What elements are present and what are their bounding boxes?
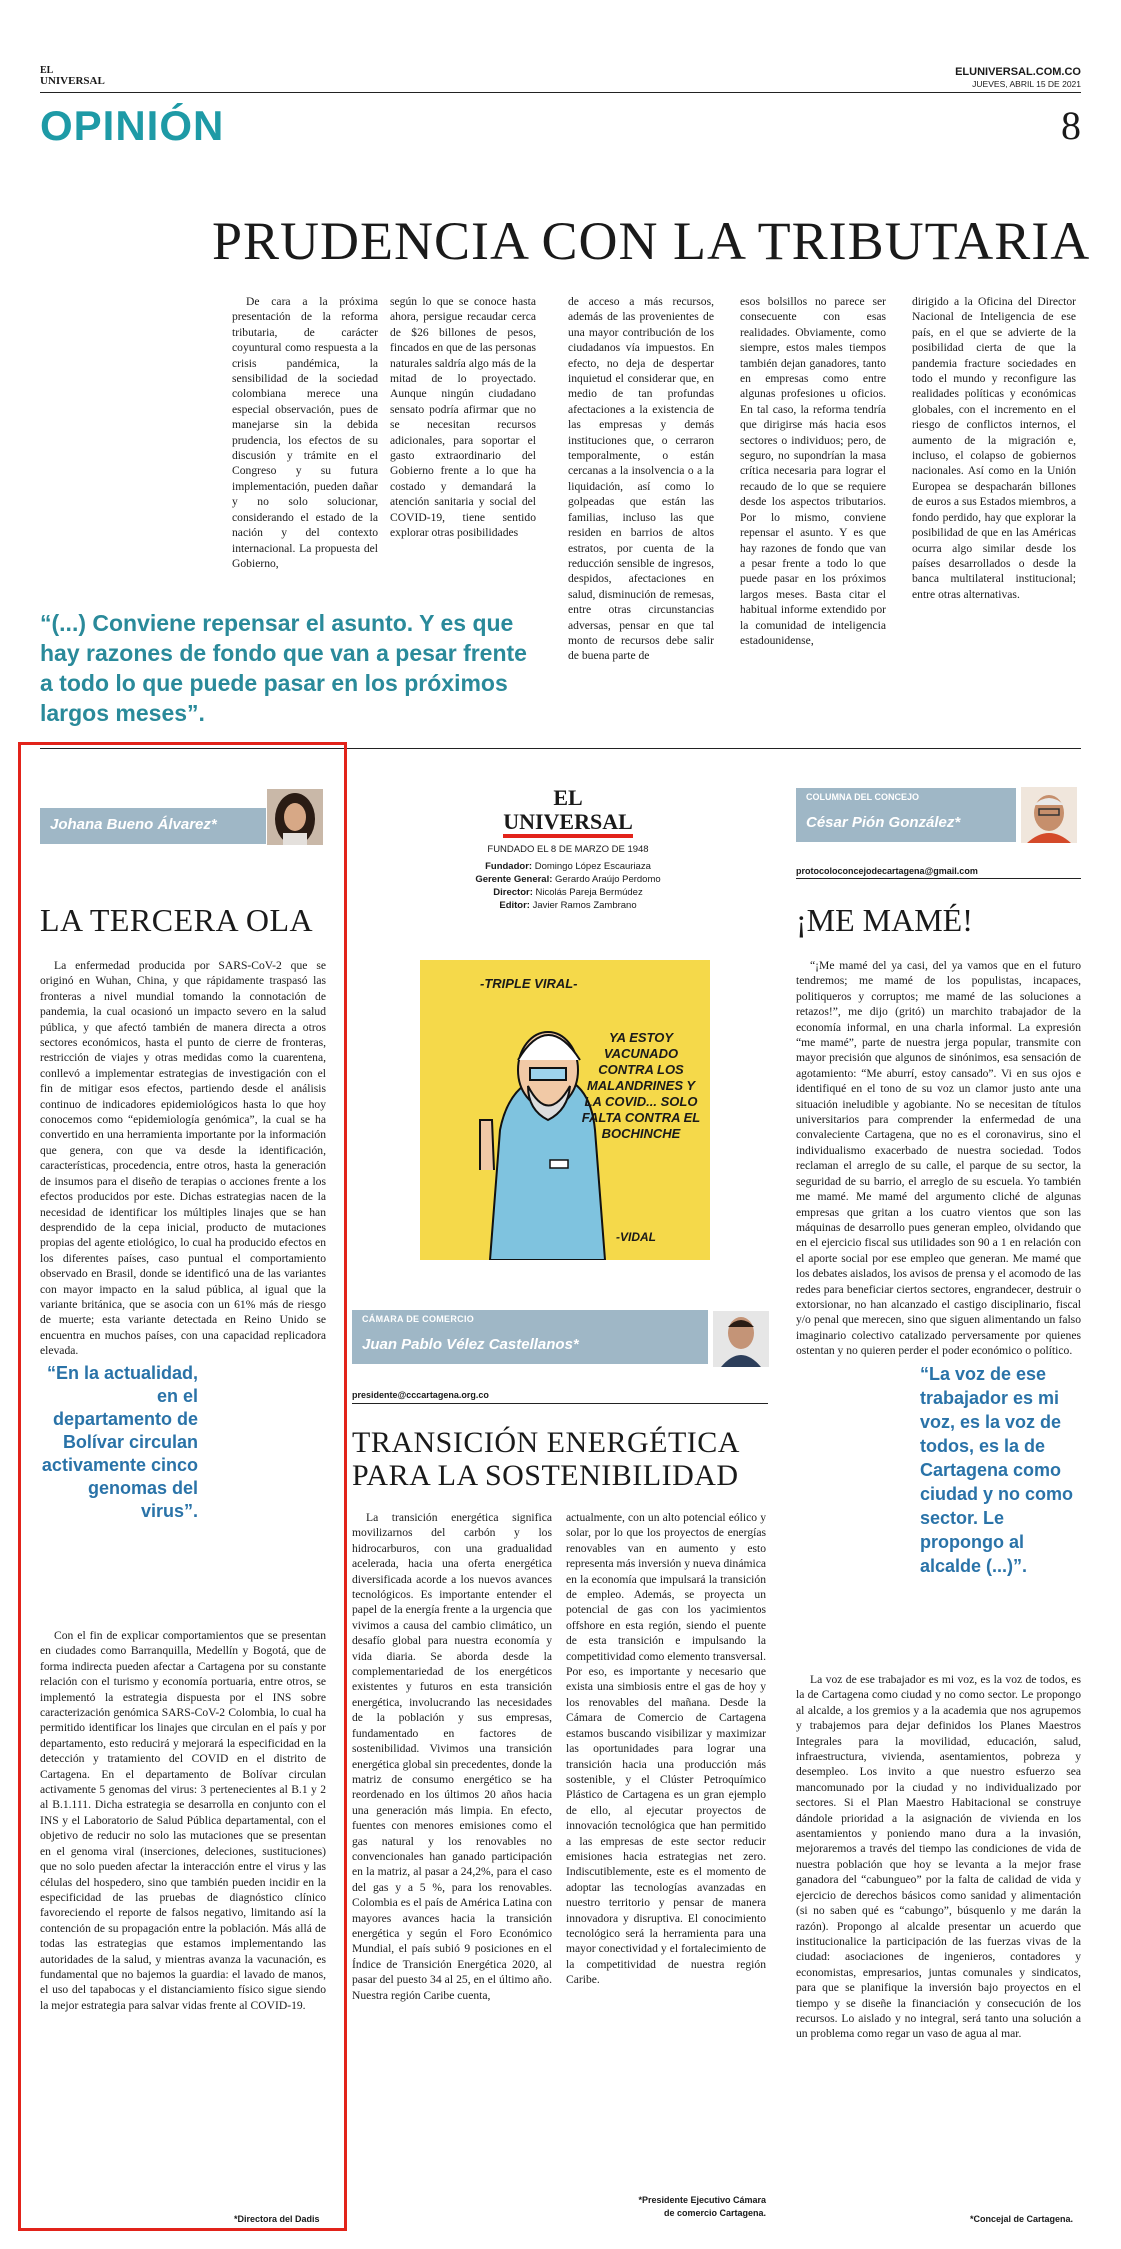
page-number: 8 (1061, 103, 1081, 148)
author-name-left: Johana Bueno Álvarez* (50, 816, 217, 833)
center-col-2-text: actualmente, con un alto potencial eólico y solar, por lo que los proyectos de energías renovables van en aumento y esto representa más inversión y nueva dinámica en la economía que impulsará la transición de empleo. Además, se proyecta un potencial de gas con los yacimientos offshore en esta región, siendo el puente de esta transición e impulsando la competitividad como elemento transversal. Por eso, es importante y necesario que exista una simbiosis entre el gas de hoy y los renovables del mañana. Desde la Cámara de Comercio de Cartagena estamos buscando visibilizar y maximizar las oportunidades para lograr una transición hacia una producción más sostenible, y el Clúster Petroquímico Plástico de Cartagena es un gran ejemplo de ello, al ejecutar proyectos de innovación tecnológica que han permitido a las empresas de este sector reducir emisiones hacia estrategias net zero. Indiscutiblemente, este es el momento de adoptar las tecnologías avanzadas en nuestro territorio y pensar de manera innovadora y disruptiva. El conocimiento tecnológico será la herramienta para una mayor conectividad y el fortalecimiento de la competitividad de nuestra región Caribe. (566, 1511, 766, 1987)
staff-name: Domingo López Escauriaza (534, 861, 651, 872)
center-logo-line1: EL (553, 785, 583, 810)
editorial-title: PRUDENCIA CON LA TRIBUTARIA (212, 211, 1091, 271)
author-name-right: César Pión González* (806, 814, 961, 831)
editorial-col-3-text: de acceso a más recursos, además de las provenientes de una mayor contribución de los ciudadanos vía impuestos. En efecto, no deja de despertar inquietud el considerar que, en medio de tan profundas afectaciones a la existencia de las empresas y demás instituciones que, o cerraron temporalmente, o están cercanas a la insolvencia o a la liquidación, así como lo golpeadas que están las familias, incluso las que residen en barrios de altos estratos, por cuenta de la reducción sensible de ingresos, despidos, afectaciones en salud, disminución de remesas, entre otras circunstancias adversas, pensar en que tal monto de recursos debe salir de buena parte de (568, 295, 714, 663)
staff-row (440, 886, 696, 899)
right-body-bottom (796, 1672, 1081, 2042)
footnote-line-1: *Presidente Ejecutivo Cámara (638, 2195, 766, 2205)
masthead-logo-line2: UNIVERSAL (40, 75, 105, 87)
email-right[interactable]: protocoloconcejodecartagena@gmail.com (796, 866, 978, 876)
author-bar-right (796, 806, 1016, 842)
title-line-2: PARA LA SOSTENIBILIDAD (352, 1459, 739, 1492)
cartoon (420, 960, 710, 1260)
founded-date: FUNDADO EL 8 DE MARZO DE 1948 (487, 844, 649, 855)
article-title-center (352, 1426, 740, 1492)
article-title-right: ¡ME MAMÉ! (796, 902, 973, 938)
section-title: OPINIÓN (40, 102, 225, 149)
footnote-line-2: de comercio Cartagena. (663, 2208, 766, 2218)
center-col-2 (566, 1510, 766, 1988)
left-pull-quote: “En la actualidad, en el departamento de Bolívar circulan activamente cinco genomas del virus”. (41, 1363, 198, 1521)
kicker-center: CÁMARA DE COMERCIO (362, 1314, 475, 1324)
left-body-top (40, 958, 326, 1359)
editorial-col-2-text: según lo que se conoce hasta ahora, persigue recaudar cerca de $26 billones de pesos, fincados en que de las personas naturales saldría algo más de la mitad de lo proyectado. Aunque ningún ciudadano sensato podría afirmar que no se necesitan recursos adicionales, para soportar el gasto extraordinario del Gobierno frente a lo que ha costado y demandará la atención sanitaria y social del COVID-19, tiene sentido explorar otras posibilidades (390, 295, 536, 540)
center-footnote (566, 2194, 766, 2220)
editorial-pull-quote: “(...) Conviene repensar el asunto. Y es que hay razones de fondo que van a pesar frente a todo lo que puede pasar en los próximos largos meses”. (40, 610, 527, 726)
center-col-1 (352, 1510, 552, 2003)
editorial-col-5 (912, 294, 1076, 602)
staff-list (440, 860, 696, 912)
editorial-col-4-text: esos bolsillos no parece ser consecuente con esas realidades. Obviamente, como siempre, estos males tiempos también dejan ganadores, tanto en empresas como entre algunas profesiones u oficios. En tal caso, la reforma tendría que dirigirse más hacia esos sectores o individuos; pero, de seguro, no supondrían la masa crítica necesaria para lograr el recaudo de lo que se requiere desde los aspectos tributarios. Por lo mismo, conviene repensar el asunto. Y es que hay razones de fondo que van a pesar frente a todo lo que puede pasar en los próximos largos meses. Basta citar el habitual informe extendido por la comunidad de inteligencia estadounidense, (740, 295, 886, 647)
staff-role: Gerente General: (475, 874, 553, 885)
staff-row (440, 899, 696, 912)
center-col-1-text: La transición energética significa movilizarnos del carbón y los hidrocarburos, con una gradualidad acelerada, hacia una oferta energética diversificada acorde a los nuevos avances tecnológicos. Es importante entender el papel de la energía frente a la urgencia que vivimos a causa del cambio climático, un desafío global para nuestra economía y vida diaria. Se aborda desde la complementariedad de los energéticos existentes y futuros en esta transición energética, involucrando las necesidades de la población y sus empresas, fundamentado en factores de sostenibilidad. Vivimos una transición energética global sin precedentes, donde la matriz de consumo energético se ha reordenado en los últimos 20 años hacia una generación más limpia. En efecto, fuentes con menores emisiones como el gas natural y los renovables no convencionales han ganado participación en la matriz, al pasar a 24,2%, para el caso del gas y a 5 %, para los renovables. Colombia es el país de América Latina con mayores avances hacia la transición energética y según el Foro Económico Mundial, el país subió 9 posiciones en el Índice de Transición Energética 2020, al pasar del puesto 34 al 25, en el último año. Nuestra región Caribe cuenta, (352, 1511, 552, 2002)
editorial-col-4 (740, 294, 886, 648)
editorial-col-5-text: dirigido a la Oficina del Director Nacional de Inteligencia de ese país, en el que se advierte de la posibilidad cierta de que la pandemia fracture sociedades en todo el mundo y reconfigure las realidades políticas y económicas globales, con el incremento en el riesgo de conflictos internos, el aumento de la migración e, incluso, el colapso de gobiernos nacionales. Así como en la Unión Europea se despacharán billones de euros a sus Estados miembros, a fondo perdido, hay que explorar la posibilidad de que en las Américas ocurra algo similar desde los países desarrollados o desde la banca multilateral institucional; entre otras alternativas. (912, 295, 1076, 601)
masthead-logo-line1: EL (40, 65, 54, 76)
right-footnote: *Concejal de Cartagena. (970, 2214, 1074, 2224)
cartoon-signature: -VIDAL (616, 1230, 656, 1244)
left-body-bottom (40, 1628, 326, 2013)
staff-name: Javier Ramos Zambrano (532, 900, 637, 911)
center-logo[interactable] (488, 786, 648, 838)
author-bar-center (352, 1314, 708, 1364)
right-email-rule (796, 878, 1081, 879)
right-pull-quote: “La voz de ese trabajador es mi voz, es la voz de todos, es la de Cartagena como ciudad y no como sector. Le propongo al alcalde (...)”. (920, 1364, 1074, 1576)
masthead-logo[interactable] (40, 66, 105, 86)
article-title-left: LA TERCERA OLA (40, 902, 314, 938)
kicker-right: COLUMNA DEL CONCEJO (806, 792, 920, 802)
staff-name: Nicolás Pareja Bermúdez (535, 887, 643, 898)
left-body-bottom-text: Con el fin de explicar comportamientos que se presentan en ciudades como Barranquilla, Medellín y Bogotá, que de forma indirecta pueden afectar a Cartagena por su constante relación con el turismo y economía portuaria, entre otros, se implementó la estrategia dispuesta por el INS sobre caracterización genómica SARS-CoV-2 Colombia, lo cual ha permitido identificar los linajes que circulan en el país y por departamento, esto reducirá y mejorará la especificidad en la detección y tratamiento del COVID en el distrito de Cartagena. En el departamento de Bolívar circulan activamente 5 genomas del virus: 3 pertenecientes al B.1 y 2 al B.1.111. Dicha estrategia se desarrolla en conjunto con el INS y el Laboratorio de Salud Pública departamental, con el objetivo de reducir no solo las mutaciones que se presentan en el genoma viral (inserciones, deleciones, sustituciones) que no solo pueden afectar la interacción entre el virus y las células del hospedero, sino que también pueden incidir en la especificidad de las pruebas de diagnóstico clínico favoreciendo el reporte de falsos negativo, limitando así la contención de su propagación entre la población. Más allá de todas las estrategias que estamos implementando las autoridades de la salud, y mientras avanza la vacunación, es fundamental que no bajemos la guardia: el lavado de manos, el uso del tapabocas y el distanciamiento físico sigue siendo la mejor estrategia para salvar vidas frente al COVID-19. (40, 1629, 326, 2012)
email-center[interactable]: presidente@cccartagena.org.co (352, 1390, 489, 1400)
right-body-top-text: “¡Me mamé del ya casi, del ya vamos que en el futuro tendremos; me mamé de los populistas, incapaces, politiqueros y corruptos; me mamé de las soluciones a retazos!”, me dijo (gritó) un marchito trabajador de la economía informal, en una charla informal. La expresión “me mamé”, parte de nuestra jerga popular, transmite con mayor precisión que algunos de sinónimos, esa sensación de agotamiento: “Me aburrí, estoy cansado”. Vi en sus ojos e identifiqué en el tono de su voz un clamor justo ante una situación ineludible y agobiante. No se necesitan de títulos universitarios para comprender la enfermedad de una convaleciente Cartagena, que no es el coronavirus, sino el individualismo exacerbado de nuestra sociedad. Todos reclaman el arreglo de su calle, el parque de su sector, la seguridad de su barrio, el arreglo de su escuela. Yo también me mamé. Me mamé del argumento cliché de algunas empresas que gritan a los cuatro vientos que son las máquinas de desarrollo pues generan empleo, olvidando que en el ejercicio fiscal sus utilidades son 90 a 1 en relación con el aporte social por ese empleo que generan. Me mamé que los debates aislados, los avisos de prensa y el acomodo de las redes para beneficiar ciertos sectores, engrandecer, destruir o extorsionar, no han alcanzado el castigo disciplinario, fiscal y/o penal que merecen, sino que siguen alimentando un falso imaginario colectivo catalizado perversamente por quienes ostentan y no quieren perder el poder económico o político. (796, 959, 1081, 1358)
center-email-rule (352, 1403, 768, 1404)
editorial-col-3 (568, 294, 714, 664)
center-logo-line2: UNIVERSAL (503, 810, 633, 838)
site-url[interactable]: ELUNIVERSAL.COM.CO (955, 66, 1081, 78)
author-bar-left (40, 808, 266, 844)
right-body-top (796, 958, 1081, 1359)
cartoon-bubble: YA ESTOY VACUNADO CONTRA LOS MALANDRINES Y LA COVID... SOLO FALTA CONTRA EL BOCHINCHE (581, 1030, 701, 1141)
right-body-bottom-text: La voz de ese trabajador es mi voz, es la voz de todos, es la de Cartagena como ciudad y no como sector. Le propongo al alcalde, a los gremios y a la academia que nos agrupemos y trabajemos para dejar definidos los Planes Maestros Integrales para la movilidad, educación, salud, infraestructura, vivienda, asentamientos, pobreza y desempleo. Los invito a que nuestro esfuerzo sea mancomunado por la ciudad y no individualizado por sectores. Si el Plan Maestro Habitacional se construye dándole prioridad a la asignación de vivienda en los asentamientos y poniendo mano dura a la invasión, mejoraremos a través del tiempo las condiciones de vida de nuestra población que hoy se levanta a la mejor frase ganadora del “cabungueo” por la falta de calidad de vida y ejercicio de derechos básicos como sanidad y alimentación (si no saben qué es “cabungo”, búsquenlo y me darán la razón). Propongo al alcalde presentar un acuerdo que institucionalice la participación de las fuerzas vivas de la ciudad: asociaciones de ingenieros, contadores y economistas, empresarios, juntas comunales y sindicatos, para que se planifique la inversión bajo proyectos en el tiempo y se diseñe la financiación y consecución de los recursos. Lo aislado y no integral, será tanto una solución a un problema como regar un vaso de agua al mar. (796, 1673, 1081, 2041)
staff-row (440, 873, 696, 886)
issue-date: JUEVES, ABRIL 15 DE 2021 (972, 79, 1081, 89)
cartoon-label: -TRIPLE VIRAL- (480, 976, 578, 991)
avatar (712, 1310, 770, 1368)
avatar (1020, 786, 1078, 844)
left-body-top-text: La enfermedad producida por SARS-CoV-2 que se originó en Wuhan, China, y que rápidamente traspasó las fronteras a nivel mundial tomando la connotación de pandemia, la cual ocasionó un impacto severo en la salud pública, y que afectó también de manera directa a otros sectores económicos, hasta el punto de cierre de fronteras, restricción de viajes y otras medidas como la cuarentena, conllevó a implementar estrategias de investigación con el fin de mitigar esos efectos, partiendo desde el análisis continuo de indicadores epidemiológicos hasta lo que hoy conocemos como “epidemiología genómica”, la cual se ha convertido en una herramienta importante por la información que genera, con que va desde la identificación, características, procedencia, entre otros, hasta la generación de insumos para el diseño de terapias o acciones frente a los efectos producidos por este. Dichas estrategias nacen de la necesidad de identificar los múltiples linajes que se han desprendido de la cepa inicial, producto de mutaciones propias del agente etiológico, lo cual ha producido efectos en los diferentes países, caso puntual el comportamiento observado en Brasil, donde se identificó una de las variantes con mayor impacto en la salud pública, al igual que la variante británica, que se asocia con un 61% más de riesgo de muerte; esta variante detectada en Reino Unido se encuentra en muchos países, con una capacidad replicadora elevada. (40, 959, 326, 1358)
staff-role: Director: (493, 887, 533, 898)
masthead-rule (40, 92, 1081, 93)
title-line-1: TRANSICIÓN ENERGÉTICA (352, 1426, 740, 1459)
staff-name: Gerardo Araújo Perdomo (555, 874, 661, 885)
left-footnote: *Directora del Dadis (234, 2214, 320, 2224)
editorial-col-2 (390, 294, 536, 541)
staff-role: Editor: (499, 900, 530, 911)
editorial-col-1 (232, 294, 378, 571)
staff-row (440, 860, 696, 873)
author-name-center: Juan Pablo Vélez Castellanos* (362, 1336, 579, 1353)
avatar (266, 788, 324, 846)
staff-role: Fundador: (485, 861, 533, 872)
editorial-col-1-text: De cara a la próxima presentación de la reforma tributaria, de carácter coyuntural como respuesta a la crisis pandémica, la sensibilidad de la sociedad colombiana merece una especial observación, pues de manejarse sin la debida prudencia, los efectos de su discusión y trámite en el Congreso y su futura implementación, pueden dañar y no solo solucionar, considerando el estado de la nación y del contexto internacional. La propuesta del Gobierno, (232, 295, 378, 570)
